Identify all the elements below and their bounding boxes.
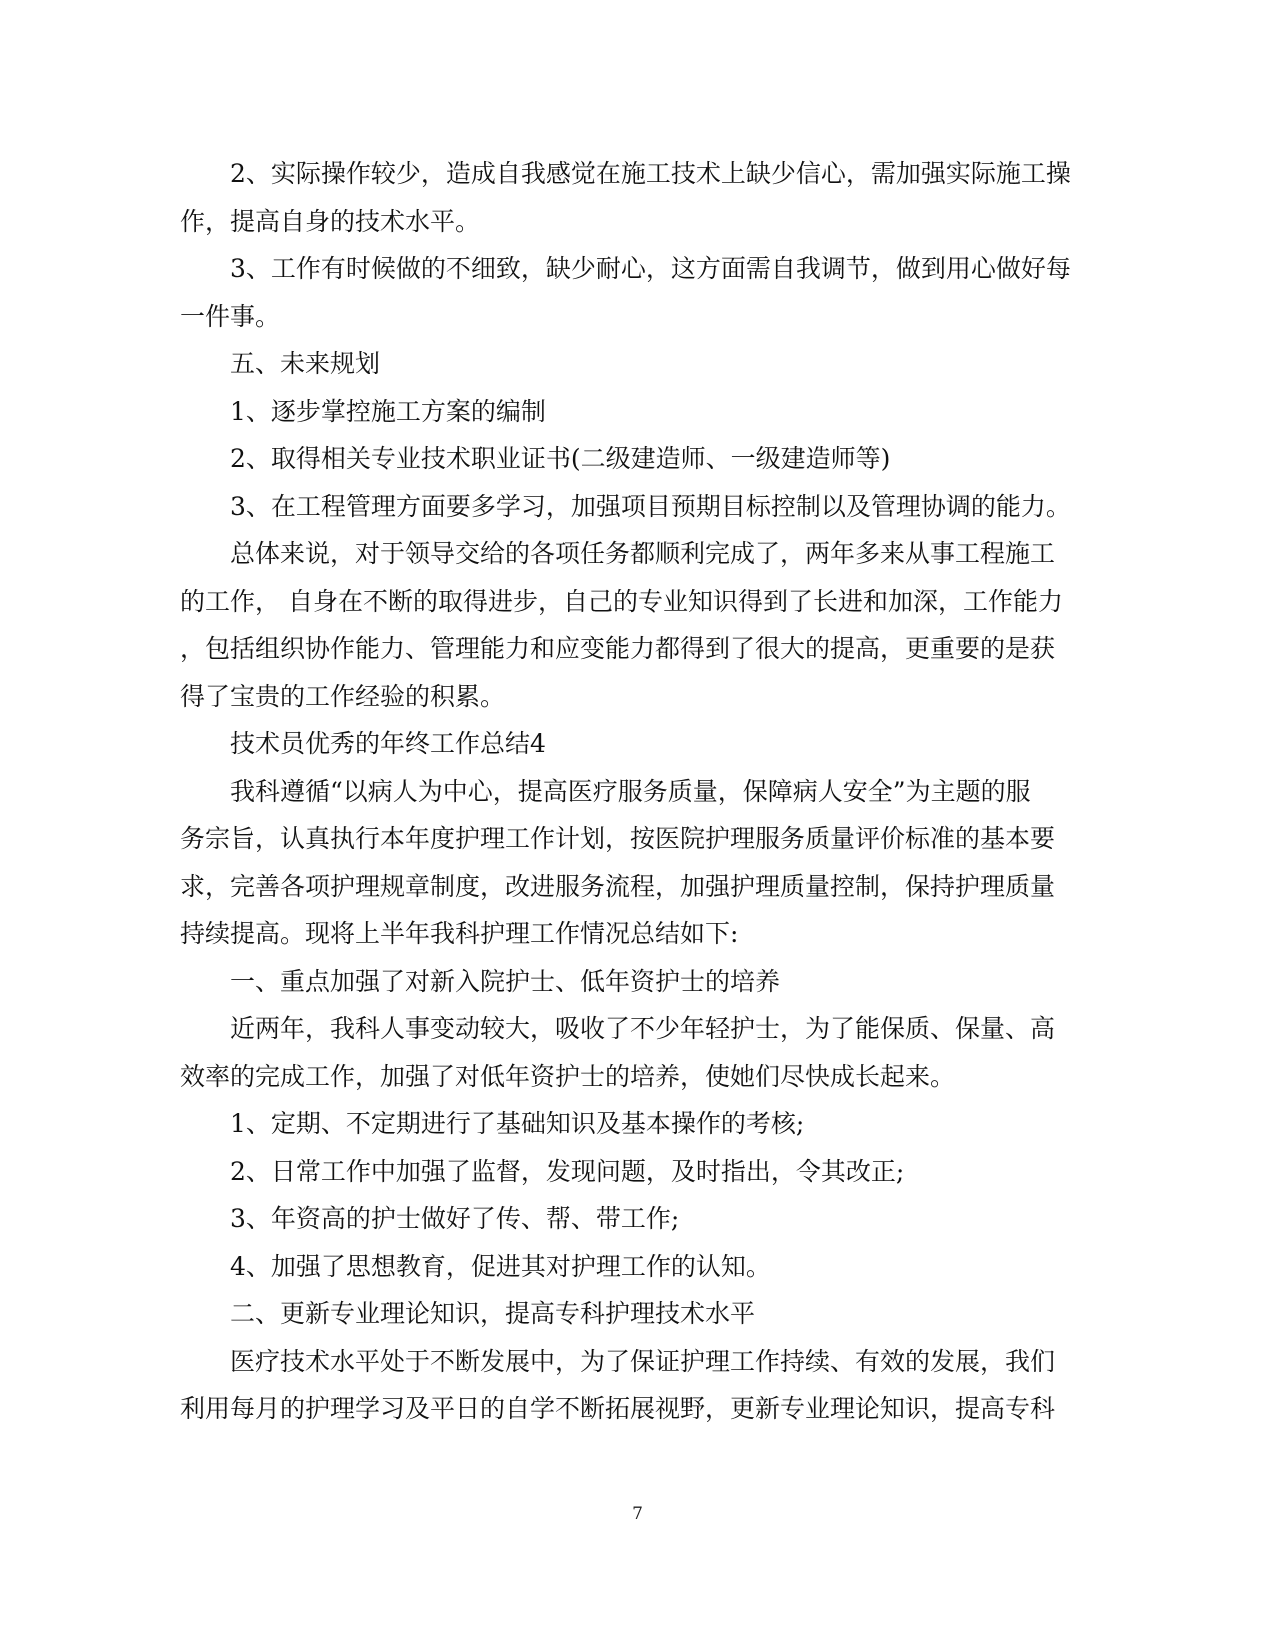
text-line: 务宗旨，认真执行本年度护理工作计划，按医院护理服务质量评价标准的基本要 xyxy=(180,824,1056,853)
list-item: 3、年资高的护士做好了传、帮、带工作; xyxy=(230,1204,680,1233)
section-heading: 一、重点加强了对新入院护士、低年资护士的培养 xyxy=(230,966,781,996)
text-line: 求，完善各项护理规章制度，改进服务流程，加强护理质量控制，保持护理质量 xyxy=(180,871,1056,901)
text-line: 得了宝贵的工作经验的积累。 xyxy=(180,681,506,711)
text-line: 2、实际操作较少，造成自我感觉在施工技术上缺少信心，需加强实际施工操 xyxy=(230,159,1071,188)
section-title: 技术员优秀的年终工作总结4 xyxy=(230,729,546,758)
section-heading: 二、更新专业理论知识，提高专科护理技术水平 xyxy=(230,1299,756,1328)
list-item: 1、定期、不定期进行了基础知识及基本操作的考核; xyxy=(230,1109,805,1138)
text-line: 医疗技术水平处于不断发展中，为了保证护理工作持续、有效的发展，我们 xyxy=(230,1346,1056,1376)
list-item: 1、逐步掌控施工方案的编制 xyxy=(230,396,546,426)
text-line: 作，提高自身的技术水平。 xyxy=(180,206,481,236)
text-line: ，包括组织协作能力、管理能力和应变能力都得到了很大的提高，更重要的是获 xyxy=(180,634,1056,663)
list-item: 3、在工程管理方面要多学习，加强项目预期目标控制以及管理协调的能力。 xyxy=(230,491,1071,521)
text-line: 利用每月的护理学习及平日的自学不断拓展视野，更新专业理论知识，提高专科 xyxy=(180,1394,1056,1423)
text-line: 近两年，我科人事变动较大，吸收了不少年轻护士，为了能保质、保量、高 xyxy=(230,1014,1056,1043)
list-item: 2、取得相关专业技术职业证书(二级建造师、一级建造师等) xyxy=(230,444,891,473)
text-line: 持续提高。现将上半年我科护理工作情况总结如下: xyxy=(180,919,739,948)
text-line: 3、工作有时候做的不细致，缺少耐心，这方面需自我调节，做到用心做好每 xyxy=(230,254,1071,283)
document-body xyxy=(180,150,1080,1433)
text-line: 效率的完成工作，加强了对低年资护士的培养，使她们尽快成长起来。 xyxy=(180,1061,956,1091)
text-line: 的工作， 自身在不断的取得进步，自己的专业知识得到了长进和加深，工作能力 xyxy=(180,586,1063,616)
section-heading: 五、未来规划 xyxy=(230,349,381,378)
page-number: 7 xyxy=(632,1504,643,1524)
text-line: 一件事。 xyxy=(180,301,281,331)
text-line: 我科遵循“以病人为中心，提高医疗服务质量，保障病人安全”为主题的服 xyxy=(230,776,1031,806)
list-item: 2、日常工作中加强了监督，发现问题，及时指出，令其改正; xyxy=(230,1156,905,1186)
text-line: 总体来说，对于领导交给的各项任务都顺利完成了，两年多来从事工程施工 xyxy=(230,539,1056,568)
list-item: 4、加强了思想教育，促进其对护理工作的认知。 xyxy=(230,1251,771,1281)
